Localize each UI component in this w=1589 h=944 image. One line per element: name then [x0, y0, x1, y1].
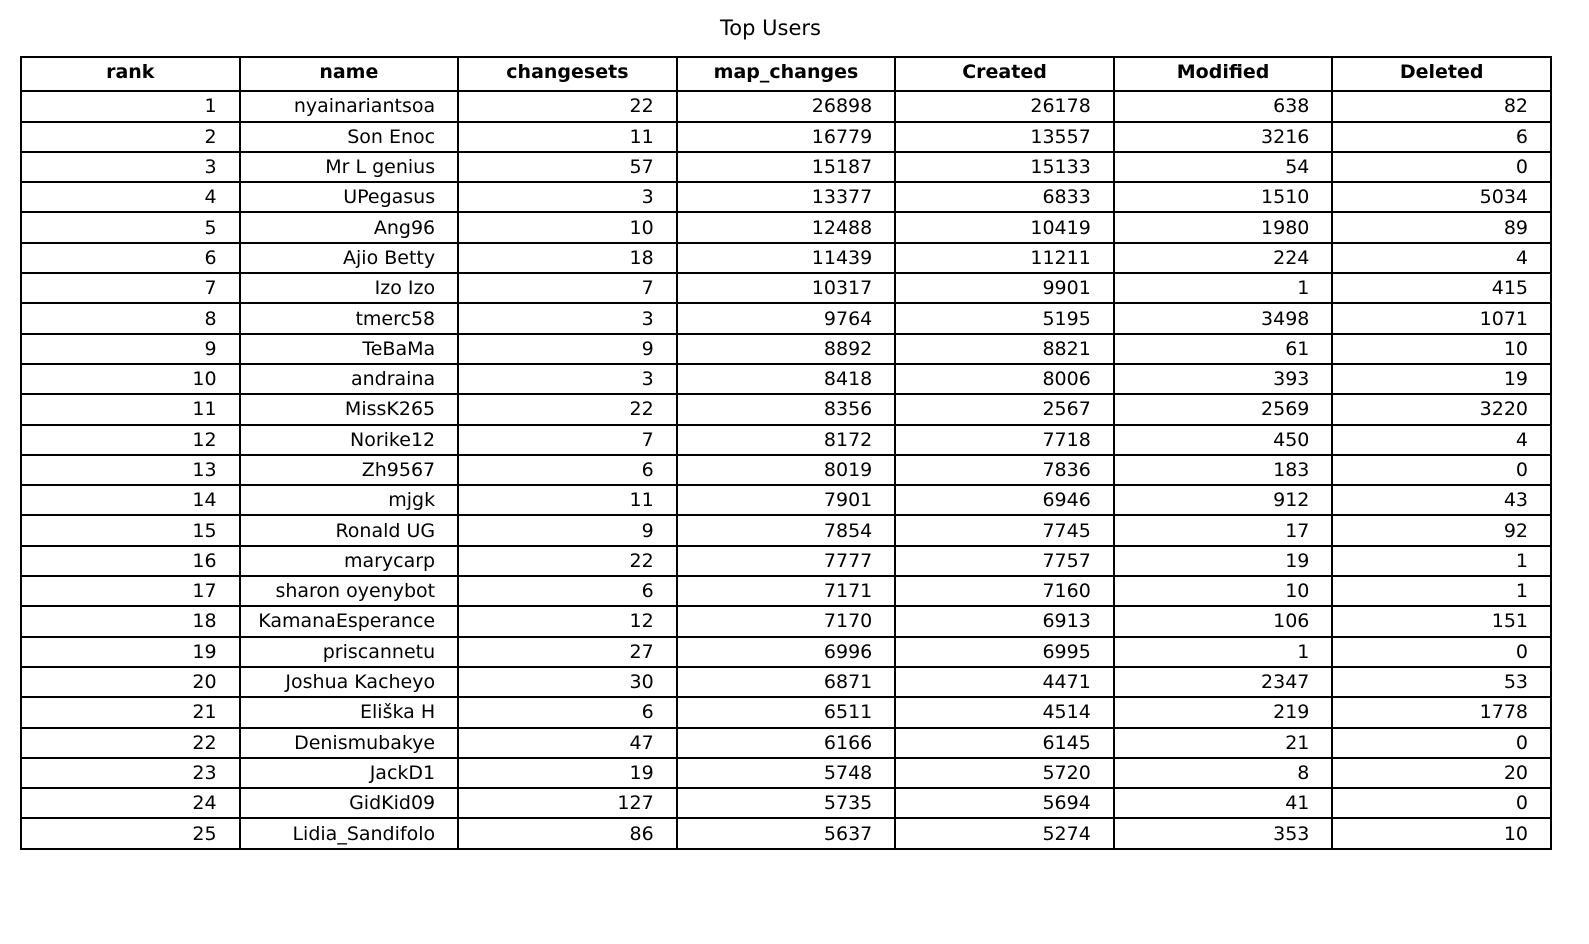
table-cell-modified: 54: [1114, 152, 1333, 182]
table-cell-rank: 1: [21, 91, 240, 121]
column-header-changesets: changesets: [458, 57, 677, 91]
table-cell-rank: 25: [21, 818, 240, 848]
table-cell-name: Joshua Kacheyo: [240, 667, 459, 697]
table-cell-created: 8821: [895, 334, 1114, 364]
table-cell-deleted: 4: [1332, 243, 1551, 273]
table-cell-deleted: 1071: [1332, 303, 1551, 333]
table-cell-modified: 393: [1114, 364, 1333, 394]
column-header-name: name: [240, 57, 459, 91]
table-cell-modified: 8: [1114, 758, 1333, 788]
table-cell-name: MissK265: [240, 394, 459, 424]
table-cell-name: Izo Izo: [240, 273, 459, 303]
table-cell-rank: 17: [21, 576, 240, 606]
table-cell-rank: 19: [21, 637, 240, 667]
table-cell-changesets: 22: [458, 394, 677, 424]
table-cell-changesets: 47: [458, 728, 677, 758]
table-cell-changesets: 6: [458, 576, 677, 606]
table-cell-map-changes: 8892: [677, 334, 896, 364]
table-cell-map-changes: 10317: [677, 273, 896, 303]
table-cell-changesets: 11: [458, 122, 677, 152]
table-cell-created: 5195: [895, 303, 1114, 333]
table-cell-modified: 61: [1114, 334, 1333, 364]
table-row: [21, 485, 1551, 515]
table-row: [21, 546, 1551, 576]
table-row: [21, 758, 1551, 788]
table-cell-rank: 5: [21, 212, 240, 242]
table-cell-map-changes: 7170: [677, 606, 896, 636]
table-cell-rank: 11: [21, 394, 240, 424]
table-cell-changesets: 11: [458, 485, 677, 515]
table-cell-rank: 13: [21, 455, 240, 485]
table-cell-map-changes: 8172: [677, 425, 896, 455]
table-cell-changesets: 27: [458, 637, 677, 667]
table-cell-deleted: 0: [1332, 728, 1551, 758]
table-cell-rank: 4: [21, 182, 240, 212]
table-cell-deleted: 4: [1332, 425, 1551, 455]
table-cell-map-changes: 5748: [677, 758, 896, 788]
table-cell-created: 13557: [895, 122, 1114, 152]
table-cell-map-changes: 8019: [677, 455, 896, 485]
table-cell-modified: 2347: [1114, 667, 1333, 697]
table-cell-name: Eliška H: [240, 697, 459, 727]
table-cell-changesets: 57: [458, 152, 677, 182]
table-cell-rank: 16: [21, 546, 240, 576]
table-cell-modified: 1: [1114, 637, 1333, 667]
table-cell-created: 5694: [895, 788, 1114, 818]
table-cell-modified: 183: [1114, 455, 1333, 485]
table-cell-name: Denismubakye: [240, 728, 459, 758]
table-cell-created: 2567: [895, 394, 1114, 424]
table-cell-name: UPegasus: [240, 182, 459, 212]
table-cell-rank: 10: [21, 364, 240, 394]
table-cell-name: nyainariantsoa: [240, 91, 459, 121]
table-cell-map-changes: 8418: [677, 364, 896, 394]
table-cell-deleted: 3220: [1332, 394, 1551, 424]
column-header-rank: rank: [21, 57, 240, 91]
table-cell-changesets: 10: [458, 212, 677, 242]
table-cell-changesets: 9: [458, 515, 677, 545]
table-cell-created: 7757: [895, 546, 1114, 576]
table-cell-name: sharon oyenybot: [240, 576, 459, 606]
table-cell-created: 15133: [895, 152, 1114, 182]
table-cell-deleted: 20: [1332, 758, 1551, 788]
table-cell-map-changes: 5637: [677, 818, 896, 848]
table-cell-name: Ronald UG: [240, 515, 459, 545]
table-cell-created: 6145: [895, 728, 1114, 758]
table-cell-modified: 353: [1114, 818, 1333, 848]
table-cell-deleted: 5034: [1332, 182, 1551, 212]
table-cell-map-changes: 7901: [677, 485, 896, 515]
table-cell-rank: 3: [21, 152, 240, 182]
table-cell-rank: 22: [21, 728, 240, 758]
table-cell-map-changes: 11439: [677, 243, 896, 273]
table-cell-modified: 1510: [1114, 182, 1333, 212]
table-cell-modified: 1980: [1114, 212, 1333, 242]
table-cell-deleted: 0: [1332, 152, 1551, 182]
table-cell-modified: 106: [1114, 606, 1333, 636]
table-row: [21, 697, 1551, 727]
table-cell-deleted: 10: [1332, 334, 1551, 364]
table-cell-created: 11211: [895, 243, 1114, 273]
table-cell-rank: 14: [21, 485, 240, 515]
table-cell-created: 8006: [895, 364, 1114, 394]
table-cell-rank: 24: [21, 788, 240, 818]
table-cell-changesets: 3: [458, 182, 677, 212]
table-cell-deleted: 151: [1332, 606, 1551, 636]
table-cell-modified: 219: [1114, 697, 1333, 727]
table-cell-rank: 7: [21, 273, 240, 303]
table-cell-name: JackD1: [240, 758, 459, 788]
table-cell-modified: 1: [1114, 273, 1333, 303]
table-row: [21, 788, 1551, 818]
table-row: [21, 394, 1551, 424]
table-cell-deleted: 10: [1332, 818, 1551, 848]
table-cell-name: Norike12: [240, 425, 459, 455]
table-cell-modified: 17: [1114, 515, 1333, 545]
table-row: [21, 182, 1551, 212]
column-header-map-changes: map_changes: [677, 57, 896, 91]
table-cell-rank: 18: [21, 606, 240, 636]
table-cell-map-changes: 9764: [677, 303, 896, 333]
table-cell-name: TeBaMa: [240, 334, 459, 364]
table-row: [21, 606, 1551, 636]
table-header-row: [21, 57, 1551, 91]
table-cell-map-changes: 7777: [677, 546, 896, 576]
table-body: [21, 91, 1551, 848]
table-row: [21, 515, 1551, 545]
table-row: [21, 152, 1551, 182]
table-cell-created: 26178: [895, 91, 1114, 121]
table-cell-deleted: 92: [1332, 515, 1551, 545]
table-cell-rank: 15: [21, 515, 240, 545]
table-cell-rank: 12: [21, 425, 240, 455]
table-cell-deleted: 1: [1332, 576, 1551, 606]
table-cell-modified: 912: [1114, 485, 1333, 515]
table-cell-map-changes: 5735: [677, 788, 896, 818]
table-cell-rank: 20: [21, 667, 240, 697]
table-cell-changesets: 127: [458, 788, 677, 818]
table-cell-changesets: 30: [458, 667, 677, 697]
table-cell-deleted: 0: [1332, 788, 1551, 818]
table-cell-map-changes: 8356: [677, 394, 896, 424]
table-cell-map-changes: 16779: [677, 122, 896, 152]
column-header-created: Created: [895, 57, 1114, 91]
table-cell-created: 9901: [895, 273, 1114, 303]
table-cell-name: andraina: [240, 364, 459, 394]
table-cell-deleted: 82: [1332, 91, 1551, 121]
table-cell-map-changes: 12488: [677, 212, 896, 242]
table-row: [21, 334, 1551, 364]
table-cell-created: 7160: [895, 576, 1114, 606]
table-cell-rank: 21: [21, 697, 240, 727]
table-row: [21, 425, 1551, 455]
table-cell-created: 5274: [895, 818, 1114, 848]
table-cell-map-changes: 6511: [677, 697, 896, 727]
table-title: Top Users: [720, 16, 821, 40]
table-row: [21, 728, 1551, 758]
table-cell-modified: 638: [1114, 91, 1333, 121]
table-cell-map-changes: 26898: [677, 91, 896, 121]
table-cell-modified: 21: [1114, 728, 1333, 758]
table-cell-deleted: 43: [1332, 485, 1551, 515]
table-cell-changesets: 7: [458, 273, 677, 303]
table-cell-name: tmerc58: [240, 303, 459, 333]
table-row: [21, 273, 1551, 303]
table-row: [21, 818, 1551, 848]
table-cell-modified: 450: [1114, 425, 1333, 455]
table-cell-created: 5720: [895, 758, 1114, 788]
table-cell-rank: 6: [21, 243, 240, 273]
table-cell-name: KamanaEsperance: [240, 606, 459, 636]
table-cell-name: Son Enoc: [240, 122, 459, 152]
table-cell-deleted: 1: [1332, 546, 1551, 576]
table-cell-changesets: 22: [458, 546, 677, 576]
table-row: [21, 91, 1551, 121]
table-row: [21, 303, 1551, 333]
table-row: [21, 637, 1551, 667]
top-users-table: [20, 56, 1552, 850]
table-cell-map-changes: 7171: [677, 576, 896, 606]
table-cell-modified: 2569: [1114, 394, 1333, 424]
table-cell-map-changes: 13377: [677, 182, 896, 212]
table-cell-name: Mr L genius: [240, 152, 459, 182]
table-cell-changesets: 7: [458, 425, 677, 455]
table-cell-name: Zh9567: [240, 455, 459, 485]
table-row: [21, 576, 1551, 606]
table-cell-deleted: 89: [1332, 212, 1551, 242]
table-cell-deleted: 0: [1332, 637, 1551, 667]
table-cell-created: 6833: [895, 182, 1114, 212]
table-cell-created: 7836: [895, 455, 1114, 485]
table-cell-deleted: 415: [1332, 273, 1551, 303]
table-cell-changesets: 19: [458, 758, 677, 788]
table-cell-created: 7745: [895, 515, 1114, 545]
table-cell-created: 4514: [895, 697, 1114, 727]
table-row: [21, 212, 1551, 242]
table-cell-modified: 10: [1114, 576, 1333, 606]
table-cell-rank: 23: [21, 758, 240, 788]
table-cell-changesets: 9: [458, 334, 677, 364]
table-cell-modified: 224: [1114, 243, 1333, 273]
table-row: [21, 364, 1551, 394]
table-cell-changesets: 22: [458, 91, 677, 121]
table-cell-map-changes: 6996: [677, 637, 896, 667]
table-cell-name: Ang96: [240, 212, 459, 242]
table-cell-name: mjgk: [240, 485, 459, 515]
table-cell-changesets: 6: [458, 455, 677, 485]
table-cell-deleted: 6: [1332, 122, 1551, 152]
table-row: [21, 455, 1551, 485]
table-cell-changesets: 3: [458, 303, 677, 333]
table-cell-deleted: 19: [1332, 364, 1551, 394]
table-cell-changesets: 86: [458, 818, 677, 848]
table-cell-rank: 9: [21, 334, 240, 364]
table-cell-rank: 2: [21, 122, 240, 152]
table-cell-rank: 8: [21, 303, 240, 333]
table-cell-created: 4471: [895, 667, 1114, 697]
table-cell-created: 6913: [895, 606, 1114, 636]
table-cell-changesets: 6: [458, 697, 677, 727]
table-row: [21, 122, 1551, 152]
table-cell-modified: 19: [1114, 546, 1333, 576]
table-cell-name: GidKid09: [240, 788, 459, 818]
table-cell-changesets: 3: [458, 364, 677, 394]
table-row: [21, 667, 1551, 697]
column-header-deleted: Deleted: [1332, 57, 1551, 91]
table-cell-map-changes: 7854: [677, 515, 896, 545]
table-cell-map-changes: 6166: [677, 728, 896, 758]
table-cell-modified: 41: [1114, 788, 1333, 818]
table-cell-modified: 3498: [1114, 303, 1333, 333]
table-cell-name: Lidia_Sandifolo: [240, 818, 459, 848]
table-cell-name: priscannetu: [240, 637, 459, 667]
table-cell-created: 7718: [895, 425, 1114, 455]
table-cell-name: marycarp: [240, 546, 459, 576]
table-cell-created: 6946: [895, 485, 1114, 515]
table-cell-changesets: 12: [458, 606, 677, 636]
table-cell-name: Ajio Betty: [240, 243, 459, 273]
table-row: [21, 243, 1551, 273]
table-cell-deleted: 53: [1332, 667, 1551, 697]
column-header-modified: Modified: [1114, 57, 1333, 91]
table-cell-deleted: 0: [1332, 455, 1551, 485]
table-cell-map-changes: 15187: [677, 152, 896, 182]
table-cell-map-changes: 6871: [677, 667, 896, 697]
table-cell-changesets: 18: [458, 243, 677, 273]
table-cell-modified: 3216: [1114, 122, 1333, 152]
table-cell-created: 10419: [895, 212, 1114, 242]
table-cell-deleted: 1778: [1332, 697, 1551, 727]
table-cell-created: 6995: [895, 637, 1114, 667]
